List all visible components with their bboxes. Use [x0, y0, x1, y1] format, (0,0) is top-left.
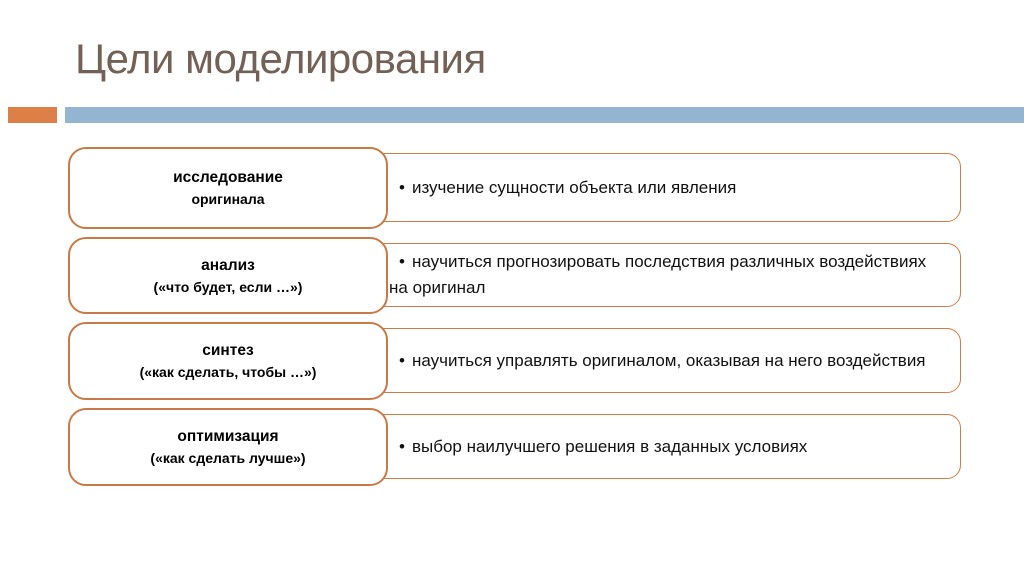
- bullet-marker: •: [399, 436, 405, 456]
- description-box: [368, 153, 961, 222]
- description-value: научиться управлять оригиналом, оказывая на него воздействия: [411, 350, 926, 370]
- label-box: [68, 408, 388, 486]
- label-qualifier: («что будет, если …»): [153, 278, 303, 295]
- label-box: [68, 237, 388, 314]
- goal-row-optimization: [68, 408, 961, 486]
- label-qualifier: оригинала: [191, 191, 265, 207]
- goal-row-synthesis: [68, 322, 961, 400]
- description-value: научиться прогнозировать последствия различных воздействиях на оригинал: [389, 252, 927, 297]
- description-text: [389, 348, 926, 374]
- description-text: [389, 434, 807, 460]
- goal-row-analysis: [68, 237, 961, 314]
- page-title: Цели моделирования: [75, 35, 486, 82]
- goal-row-research: [68, 147, 961, 229]
- label-term: оптимизация: [177, 428, 279, 445]
- label-box: [68, 322, 388, 400]
- description-text: [389, 175, 736, 201]
- title-underline-bar: [65, 107, 1024, 123]
- label-box: [68, 147, 388, 229]
- label-qualifier: («как сделать, чтобы …»): [139, 364, 317, 380]
- bullet-marker: •: [399, 252, 405, 271]
- bullet-marker: •: [399, 350, 405, 370]
- description-box: [368, 243, 961, 307]
- label-qualifier: («как сделать лучше»): [150, 450, 306, 466]
- goals-list: [68, 147, 961, 494]
- description-value: изучение сущности объекта или явления: [411, 177, 737, 197]
- label-term: анализ: [201, 256, 255, 274]
- accent-block-orange: [8, 107, 57, 123]
- bullet-marker: •: [399, 177, 405, 197]
- description-text: [389, 249, 944, 301]
- description-box: [368, 328, 961, 393]
- description-box: [368, 414, 961, 479]
- label-term: исследование: [173, 169, 283, 186]
- description-value: выбор наилучшего решения в заданных условиях: [411, 436, 808, 456]
- label-term: синтез: [202, 342, 254, 359]
